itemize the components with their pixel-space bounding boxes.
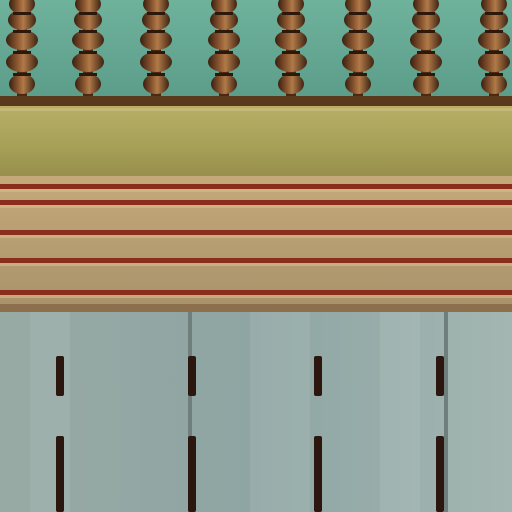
panel-slot (56, 436, 64, 512)
beam-highlight (0, 108, 512, 111)
panel-slot (314, 356, 322, 396)
molding-groove (0, 258, 512, 263)
panel-slot (314, 436, 322, 512)
panel-slot (188, 436, 196, 512)
spindle-base-rail (0, 96, 512, 106)
olive-beam (0, 106, 512, 176)
molding-groove (0, 200, 512, 205)
molding-groove (0, 290, 512, 295)
panel-slot (188, 356, 196, 396)
board-seam (444, 312, 448, 512)
molding-groove (0, 230, 512, 235)
panel-slot (436, 436, 444, 512)
panel-slot (56, 356, 64, 396)
molding-groove (0, 184, 512, 189)
panel-slot (436, 356, 444, 396)
